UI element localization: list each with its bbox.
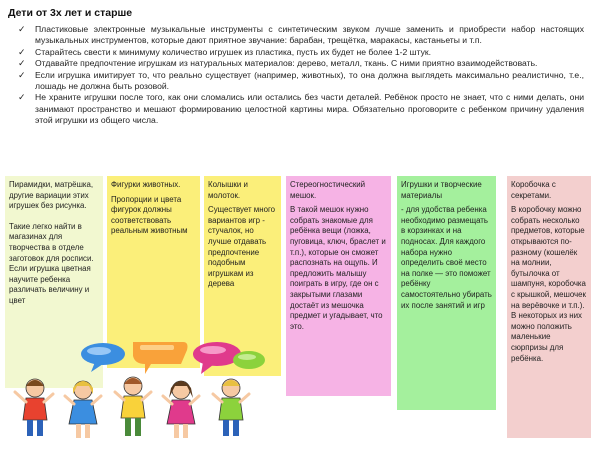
column-text: Такие легко найти в магазинах для творчества в отделе заготовок для росписи. Если игрушка цветная научите ребенка различать величину и цвет <box>9 221 94 305</box>
speech-bubbles-icon <box>81 342 265 374</box>
column-heading: Пирамидки, матрёшка, другие вариации этих игрушек без рисунка. <box>9 180 94 211</box>
column-heading: Коробочка с секретами. <box>511 180 556 200</box>
tip-item <box>18 92 584 126</box>
toy-column-secret-box <box>507 176 591 438</box>
tip-text: Отдавайте предпочтение игрушкам из натуральных материалов: дерево, металл, ткань. С ними приятно взаимодействовать. <box>35 58 538 69</box>
child-figure <box>115 377 151 436</box>
toy-column-mystery-bag <box>286 176 391 396</box>
column-text: - для удобства ребенка необходимо размещать в корзинках и на подносах. Для каждого набора нужно определить своё место на полке — это поможет ребёнку самостоятельно убирать их после занятий и игр <box>401 205 492 310</box>
check-icon: ✓ <box>18 69 26 80</box>
column-text: Пропорции и цвета фигурок должны соответствовать реальным животным <box>111 194 188 236</box>
column-heading: Стереогностический мешок. <box>290 180 366 200</box>
check-icon: ✓ <box>18 58 26 69</box>
children-illustration <box>5 336 275 446</box>
tips-list <box>18 24 584 127</box>
child-figure <box>213 379 249 436</box>
tip-text: Если игрушка имитирует то, что реально существует (например, животных), то она должна выглядеть максимально реалистично, т.е., лошадь не должна быть розовой. <box>35 69 584 92</box>
column-heading: Колышки и молоток. <box>208 180 248 200</box>
tip-text: Пластиковые электронные музыкальные инструменты с синтетическим звуком лучше заменить и приобрести набор настоящих музыкальных инструментов, которые дают приятное звучание: барабан, трещётка, маракасы, кастаньеты и т.п. <box>35 24 584 46</box>
check-icon: ✓ <box>18 92 26 103</box>
tip-item <box>18 58 584 69</box>
column-text: В коробочку можно собрать несколько предметов, которые открываются по-разному (кошелёк на молнии, бутылочка от шампуня, коробочка с крышкой, мешочек на верёвочке и т.п.). В некоторых из них можно положить маленькие сюрпризы для ребёнка. <box>511 205 587 363</box>
check-icon: ✓ <box>18 46 26 57</box>
tip-text: Старайтесь свести к минимуму количество игрушек из пластика, пусть их будет не более 1-2 штук. <box>35 46 432 57</box>
check-icon: ✓ <box>18 24 26 34</box>
page-title: Дети от 3х лет и старше <box>8 7 133 19</box>
tip-item <box>18 47 584 58</box>
tip-item <box>18 70 584 93</box>
toy-column-materials <box>397 176 496 410</box>
column-text: В такой мешок нужно собрать знакомые для ребёнка вещи (ложка, пуговица, ключ, браслет и т.п.), которые он сможет распознать на ощупь. И предложить малышу поиграть в игру, где он с закрытыми глазами достаёт из мешочка предмет и угадывает, что это. <box>290 205 386 331</box>
column-text: Существует много вариантов игр - стучалок, но лучше отдавать предпочтение подобным игрушкам из дерева <box>208 205 276 289</box>
child-figure <box>65 381 101 438</box>
column-heading: Игрушки и творческие материалы <box>401 180 482 200</box>
column-heading: Фигурки животных. <box>111 180 181 189</box>
tip-item <box>18 24 584 47</box>
child-figure <box>15 379 53 436</box>
child-figure <box>163 381 199 438</box>
tip-text: Не храните игрушки после того, как они сломались или остались без части деталей. Ребёнок просто не знает, что с ними делать, они занимают пространство и мешают формированию целостной картины мира. Обязательно проговорите с ребенком причину удаления этой игрушки из общего числа. <box>35 92 584 126</box>
